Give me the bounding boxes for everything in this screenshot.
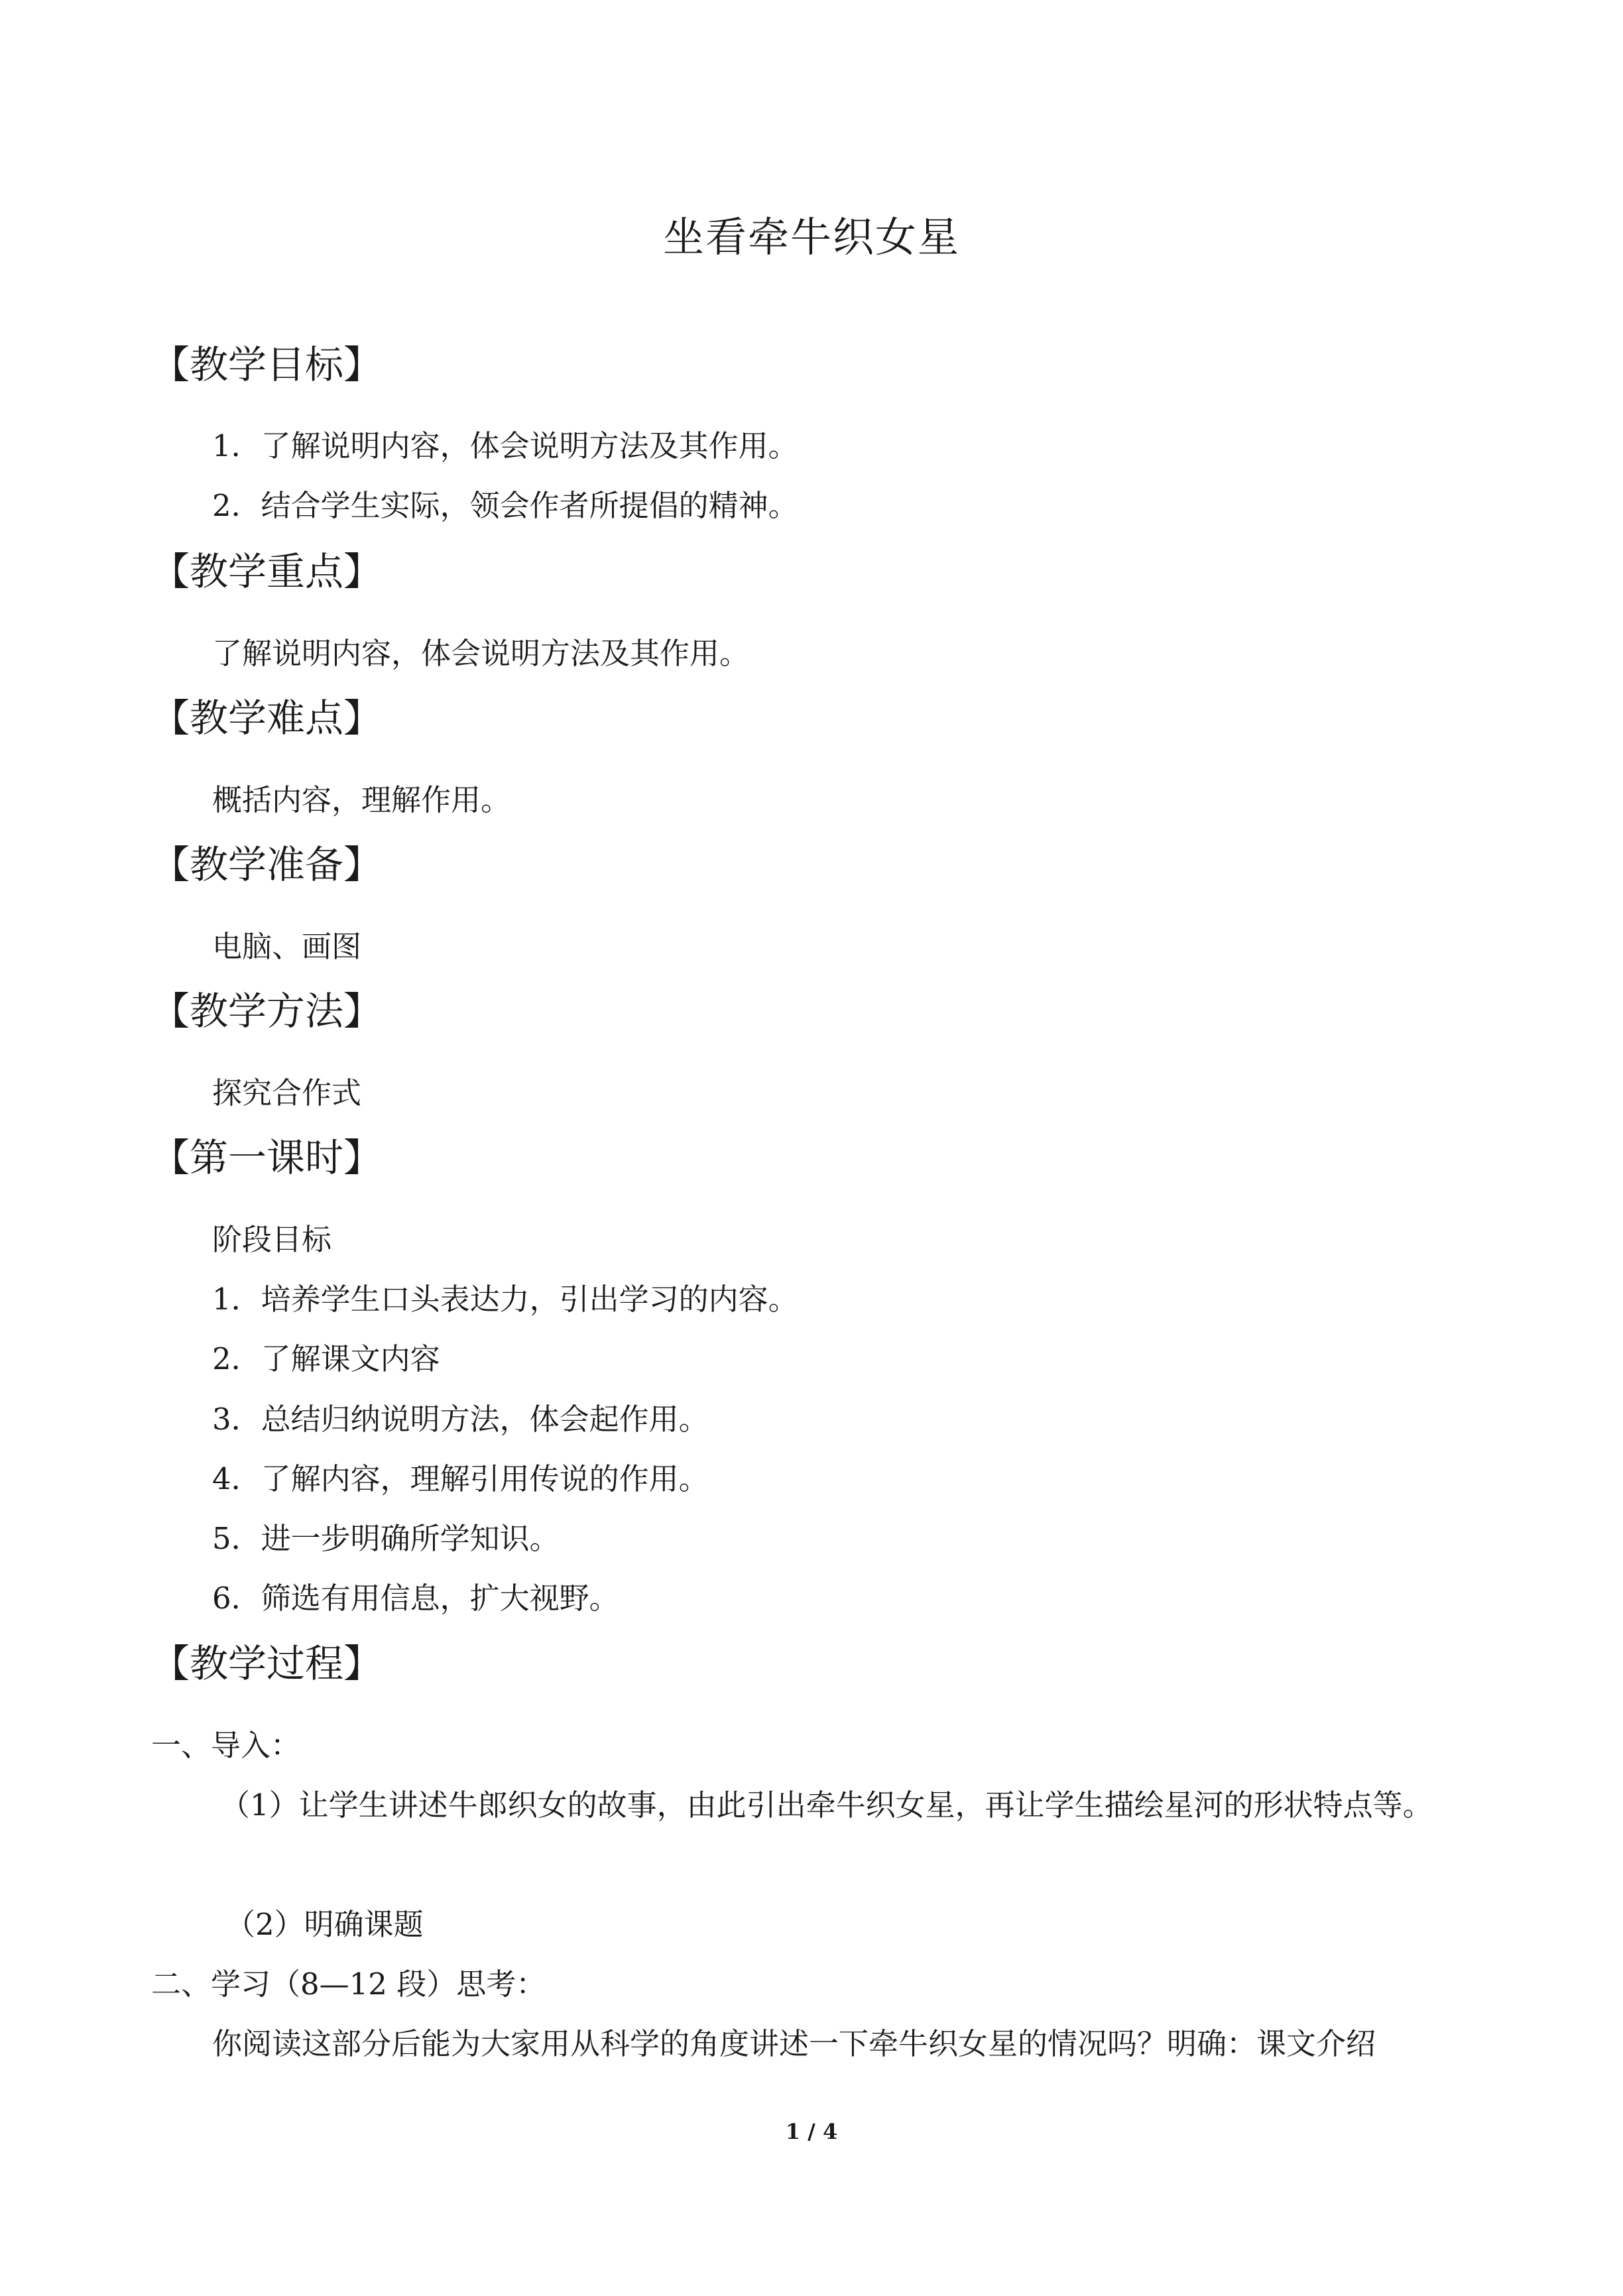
preparation-text: 电脑、画图 bbox=[212, 929, 362, 964]
stage-goal-item-3: 3．总结归纳说明方法，体会起作用。 bbox=[212, 1402, 709, 1437]
objective-item-2: 2．结合学生实际，领会作者所提倡的精神。 bbox=[212, 488, 798, 523]
process-part1-item1: （1）让学生讲述牛郎织女的故事，由此引出牵牛织女星，再让学生描绘星河的形状特点等。 bbox=[220, 1787, 1433, 1823]
section-heading-preparation: 【教学准备】 bbox=[151, 842, 383, 887]
section-heading-objectives: 【教学目标】 bbox=[151, 342, 383, 387]
key-points-text: 了解说明内容，体会说明方法及其作用。 bbox=[212, 636, 750, 671]
difficulties-text: 概括内容，理解作用。 bbox=[212, 782, 511, 817]
document-title: 坐看牵牛织女星 bbox=[662, 213, 960, 261]
stage-goal-item-5: 5．进一步明确所学知识。 bbox=[212, 1521, 560, 1556]
stage-goal-item-1: 1．培养学生口头表达力，引出学习的内容。 bbox=[212, 1282, 798, 1317]
process-part1-label: 一、导入： bbox=[151, 1728, 301, 1763]
stage-goal-item-2: 2．了解课文内容 bbox=[212, 1341, 440, 1376]
methods-text: 探究合作式 bbox=[212, 1075, 362, 1111]
section-heading-first-lesson: 【第一课时】 bbox=[151, 1135, 383, 1180]
stage-goal-item-4: 4．了解内容，理解引用传说的作用。 bbox=[212, 1461, 709, 1496]
section-heading-difficulties: 【教学难点】 bbox=[151, 695, 383, 741]
process-part1-item2: （2）明确课题 bbox=[225, 1907, 424, 1942]
section-heading-methods: 【教学方法】 bbox=[151, 989, 383, 1034]
section-heading-process: 【教学过程】 bbox=[151, 1641, 383, 1686]
page-number: 1 / 4 bbox=[785, 2119, 838, 2144]
objective-item-1: 1．了解说明内容，体会说明方法及其作用。 bbox=[212, 428, 798, 463]
section-heading-key-points: 【教学重点】 bbox=[151, 549, 383, 594]
process-part2-label: 二、学习（8—12 段）思考： bbox=[151, 1966, 546, 2002]
process-part2-text: 你阅读这部分后能为大家用从科学的角度讲述一下牵牛织女星的情况吗？明确：课文介绍 bbox=[212, 2026, 1376, 2061]
stage-goal-item-6: 6．筛选有用信息，扩大视野。 bbox=[212, 1581, 619, 1616]
stage-goals-label: 阶段目标 bbox=[212, 1222, 332, 1257]
